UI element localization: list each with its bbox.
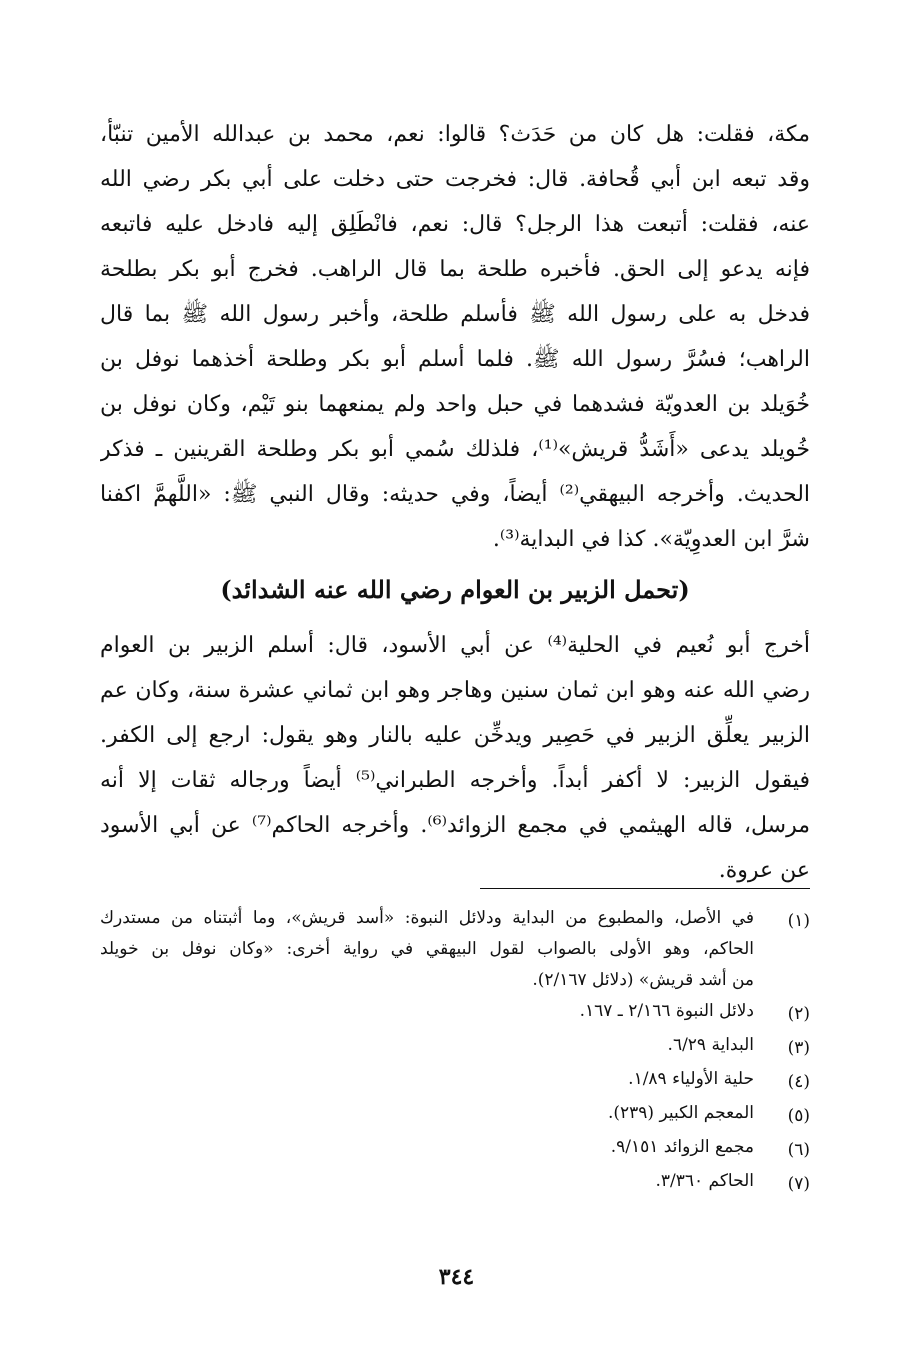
footnote-text: حلية الأولياء ١/٨٩. xyxy=(628,1069,754,1089)
text-line: أخرج أبو نُعيم في الحلية⁽⁴⁾ عن أبي الأسود، قال: أسلم الزبير بن العوام xyxy=(100,633,810,658)
text-line: عن عروة. xyxy=(718,858,810,883)
text-line: رضي الله عنه وهو ابن ثمان سنين وهاجر وهو ابن ثماني عشرة سنة، وكان عم xyxy=(100,678,810,703)
footnote-text: من أشد قريش» (دلائل ٢/١٦٧). xyxy=(532,970,754,990)
footnote-text: في الأصل، والمطبوع من البداية ودلائل النبوة: «أسد قريش»، وما أثبتناه من مستدرك xyxy=(100,908,754,928)
text-line: فإنه يدعو إلى الحق. فأخبره طلحة بما قال الراهب. فخرج أبو بكر بطلحة xyxy=(100,257,810,282)
footnote-text: مجمع الزوائد ٩/١٥١. xyxy=(610,1137,754,1157)
text-line: الزبير يعلِّق الزبير في حَصِير ويدخِّن عليه بالنار وهو يقول: ارجع إلى الكفر. xyxy=(100,723,810,748)
footnote-item xyxy=(100,1064,810,1098)
footnote-text: الحاكم، وهو الأولى بالصواب لقول البيهقي في رواية أخرى: «وكان نوفل بن خويلد xyxy=(100,939,754,959)
footnote-number: (١) xyxy=(787,911,810,931)
text-line: وقد تبعه ابن أبي قُحافة. قال: فخرجت حتى دخلت على أبي بكر رضي الله xyxy=(100,167,810,192)
footnote-item xyxy=(100,1132,810,1166)
footnote-number: (٤) xyxy=(787,1072,810,1092)
footnote-item xyxy=(100,1166,810,1200)
paragraph-1 xyxy=(100,112,810,562)
footnote-text: الحاكم ٣/٣٦٠. xyxy=(655,1171,754,1191)
footnote-number: (٦) xyxy=(787,1140,810,1160)
footnote-number: (٧) xyxy=(787,1174,810,1194)
text-line: خُويلد يدعى «أَشَدُّ قريش»⁽¹⁾، فلذلك سُمي أبو بكر وطلحة القرينين ـ فذكر xyxy=(100,437,810,462)
page-number: ٣٤٤ xyxy=(438,1264,475,1290)
text-line: الحديث. وأخرجه البيهقي⁽²⁾ أيضاً، وفي حديثه: وقال النبي ﷺ: «اللَّهمَّ اكفنا xyxy=(100,482,810,507)
paragraph-2 xyxy=(100,623,810,893)
footnote-text: دلائل النبوة ٢/١٦٦ ـ ١٦٧. xyxy=(579,1001,754,1021)
footnotes xyxy=(100,903,810,1200)
footnote-item xyxy=(100,1030,810,1064)
text-line: مكة، فقلت: هل كان من حَدَث؟ قالوا: نعم، محمد بن عبدالله الأمين تنبّأ، xyxy=(100,122,810,147)
section-heading: (تحمل الزبير بن العوام رضي الله عنه الشدائد) xyxy=(220,575,690,604)
footnote-separator xyxy=(480,888,810,889)
text-line: الراهب؛ فسُرَّ رسول الله ﷺ. فلما أسلم أبو بكر وطلحة أخذهما نوفل بن xyxy=(100,347,810,372)
footnote-text: المعجم الكبير (٢٣٩). xyxy=(607,1103,754,1123)
footnote-number: (٣) xyxy=(787,1038,810,1058)
text-line: شرَّ ابن العدوِيّة». كذا في البداية⁽³⁾. xyxy=(492,527,810,552)
footnote-text: البداية ٦/٢٩. xyxy=(667,1035,754,1055)
text-line: مرسل، قاله الهيثمي في مجمع الزوائد⁽⁶⁾. وأخرجه الحاكم⁽⁷⁾ عن أبي الأسود xyxy=(100,813,810,838)
text-line: فدخل به على رسول الله ﷺ فأسلم طلحة، وأخبر رسول الله ﷺ بما قال xyxy=(100,302,810,327)
text-line: خُوَيلد بن العدويّة فشدهما في حبل واحد ولم يمنعهما بنو تَيْم، وكان نوفل بن xyxy=(100,392,810,417)
footnote-number: (٢) xyxy=(787,1004,810,1024)
footnote-item xyxy=(100,903,810,996)
footnote-number: (٥) xyxy=(787,1106,810,1126)
footnote-item xyxy=(100,1098,810,1132)
footnote-item xyxy=(100,996,810,1030)
text-line: فيقول الزبير: لا أكفر أبداً. وأخرجه الطبراني⁽⁵⁾ أيضاً ورجاله ثقات إلا أنه xyxy=(100,768,810,793)
text-line: عنه، فقلت: أتبعت هذا الرجل؟ قال: نعم، فانْطَلِق إليه فادخل عليه فاتبعه xyxy=(100,212,810,237)
